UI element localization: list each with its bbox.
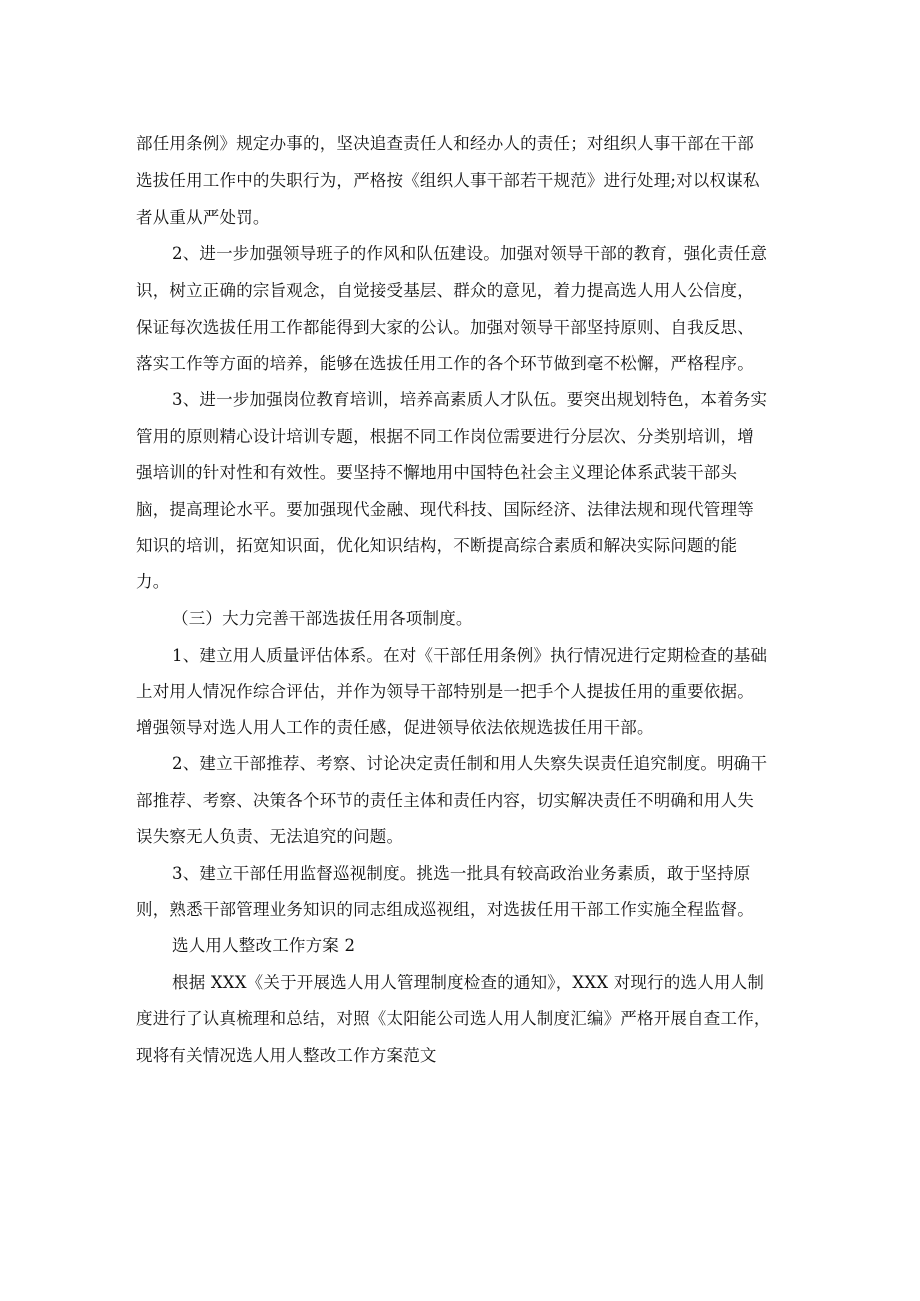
text-line: 选拔任用工作中的失职行为，严格按《组织人事干部若干规范》进行处理;对以权谋私 xyxy=(136,171,760,190)
text-line: 脑，提高理论水平。要加强现代金融、现代科技、国际经济、法律法规和现代管理等 xyxy=(136,500,754,519)
section-heading: （三）大力完善干部选拔任用各项制度。 xyxy=(172,609,473,628)
text-line: 2、进一步加强领导班子的作风和队伍建设。加强对领导干部的教育，强化责任意 xyxy=(172,244,768,263)
text-line: 力。 xyxy=(136,572,170,591)
text-line: 2、建立干部推荐、考察、讨论决定责任制和用人失察失误责任追究制度。明确干 xyxy=(172,754,768,773)
text-line: 部任用条例》规定办事的，坚决追查责任人和经办人的责任；对组织人事干部在干部 xyxy=(136,134,754,153)
text-line: 落实工作等方面的培养，能够在选拔任用工作的各个环节做到毫不松懈，严格程序。 xyxy=(136,354,754,373)
text-line: 识，树立正确的宗旨观念，自觉接受基层、群众的意见，着力提高选人用人公信度， xyxy=(136,281,754,300)
text-line: 1、建立用人质量评估体系。在对《干部任用条例》执行情况进行定期检查的基础 xyxy=(172,646,768,665)
text-line: 根据 XXX《关于开展选人用人管理制度检查的通知》，XXX 对现行的选人用人制 xyxy=(172,973,765,992)
text-line: 误失察无人负责、无法追究的问题。 xyxy=(136,827,404,846)
text-line: 者从重从严处罚。 xyxy=(136,208,270,227)
text-line: 3、进一步加强岗位教育培训，培养高素质人才队伍。要突出规划特色，本着务实 xyxy=(172,390,768,409)
text-line: 保证每次选拔任用工作都能得到大家的公认。加强对领导干部坚持原则、自我反思、 xyxy=(136,318,754,337)
text-line: 度进行了认真梳理和总结，对照《太阳能公司选人用人制度汇编》严格开展自查工作， xyxy=(136,1009,771,1028)
section-heading: 选人用人整改工作方案 2 xyxy=(172,936,356,955)
text-line: 知识的培训，拓宽知识面，优化知识结构，不断提高综合素质和解决实际问题的能 xyxy=(136,536,738,555)
text-line: 部推荐、考察、决策各个环节的责任主体和责任内容，切实解决责任不明确和用人失 xyxy=(136,791,754,810)
text-line: 增强领导对选人用人工作的责任感，促进领导依法依规选拔任用干部。 xyxy=(136,718,654,737)
text-line: 现将有关情况选人用人整改工作方案范文 xyxy=(136,1046,437,1065)
text-line: 强培训的针对性和有效性。要坚持不懈地用中国特色社会主义理论体系武装干部头 xyxy=(136,463,738,482)
text-line: 上对用人情况作综合评估，并作为领导干部特别是一把手个人提拔任用的重要依据。 xyxy=(136,682,754,701)
text-line: 管用的原则精心设计培训专题，根据不同工作岗位需要进行分层次、分类别培训，增 xyxy=(136,427,754,446)
text-line: 3、建立干部任用监督巡视制度。挑选一批具有较高政治业务素质，敢于坚持原 xyxy=(172,864,751,883)
text-line: 则，熟悉干部管理业务知识的同志组成巡视组，对选拔任用干部工作实施全程监督。 xyxy=(136,900,754,919)
